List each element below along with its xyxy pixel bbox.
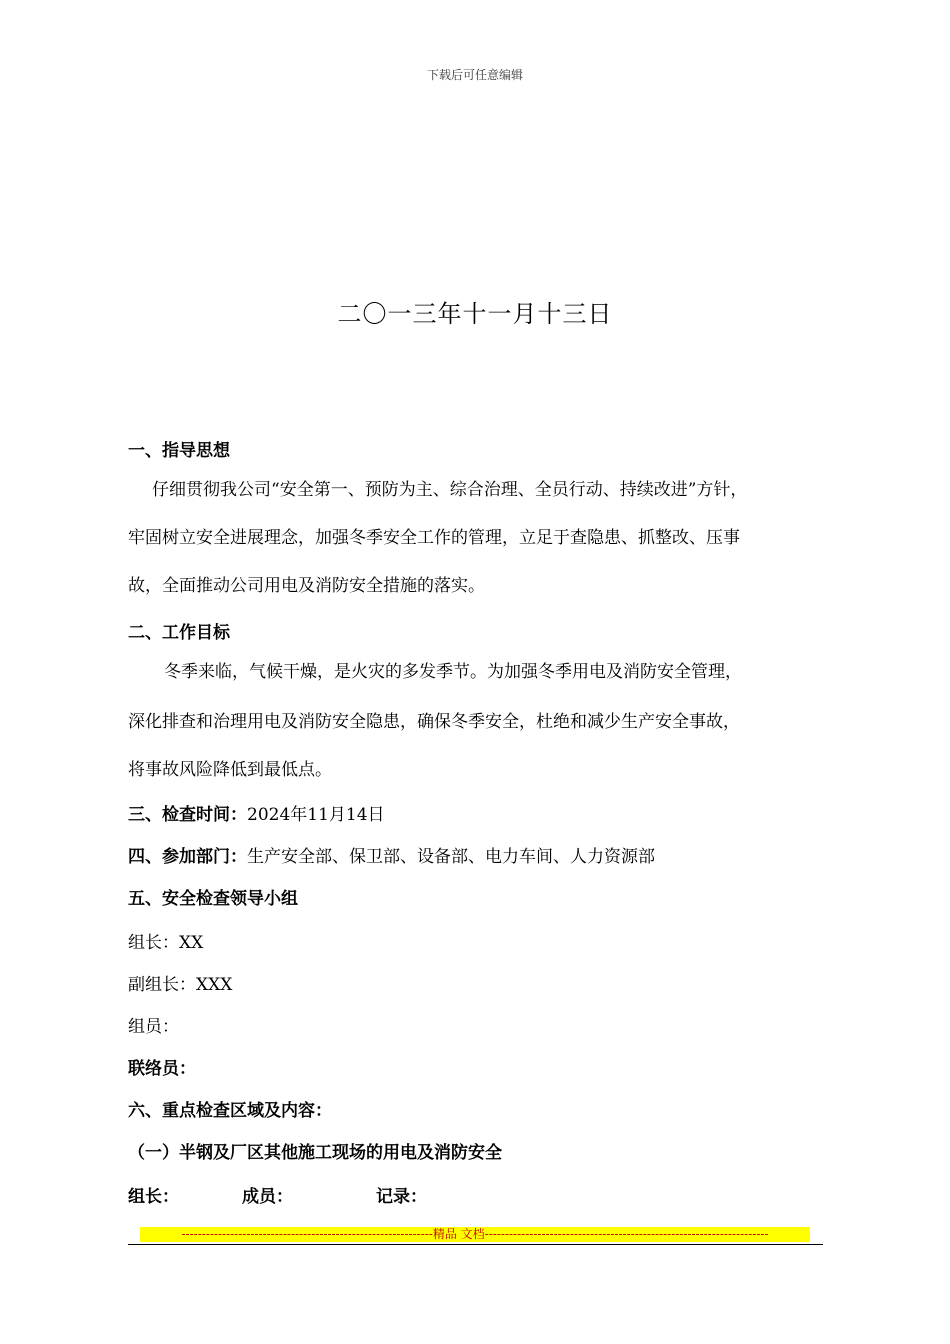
section-2-line-2: 深化排查和治理用电及消防安全隐患，确保冬季安全，杜绝和减少生产安全事故， [128,712,740,732]
section-3-row [128,800,385,825]
section-6-heading: 六、重点检查区域及内容： [128,1101,332,1121]
section-2-line-3: 将事故风险降低到最低点。 [128,760,332,780]
role-members-label: 成员： [242,1187,293,1207]
document-date-title: 二〇一三年十一月十三日 [337,300,613,328]
liaison-line: 联络员： [128,1059,196,1079]
section-4-row [128,842,655,867]
participating-departments-value: 生产安全部、保卫部、设备部、电力车间、人力资源部 [247,847,655,867]
footer-watermark-band: --------------------------------------------------------------精品 文档---------------------------------------------------------------------- [140,1227,810,1242]
section-2-heading: 二、工作目标 [128,623,230,643]
section-5-heading: 五、安全检查领导小组 [128,889,298,909]
deputy-leader-line: 副组长：XXX [128,975,233,995]
header-note: 下载后可任意编辑 [426,68,523,82]
section-1-heading: 一、指导思想 [128,441,230,461]
section-4-label: 四、参加部门： [128,847,247,867]
inspection-date-value: 2024年11月14日 [247,805,385,825]
section-1-line-3: 故，全面推动公司用电及消防安全措施的落实。 [128,576,485,596]
section-1-line-1: 仔细贯彻我公司“安全第一、预防为主、综合治理、全员行动、持续改进”方针， [152,480,748,500]
section-1-line-2: 牢固树立安全进展理念，加强冬季安全工作的管理，立足于查隐患、抓整改、压事 [128,528,740,548]
members-line: 组员： [128,1017,179,1037]
role-recorder-label: 记录： [376,1187,427,1207]
section-3-label: 三、检查时间： [128,805,247,825]
footer-divider [128,1244,823,1245]
role-leader-label: 组长： [128,1187,179,1207]
section-2-line-1: 冬季来临，气候干燥，是火灾的多发季节。为加强冬季用电及消防安全管理， [164,662,742,682]
section-6-subheading-1: （一）半钢及厂区其他施工现场的用电及消防安全 [128,1143,502,1163]
group-leader-line: 组长：XX [128,933,204,953]
